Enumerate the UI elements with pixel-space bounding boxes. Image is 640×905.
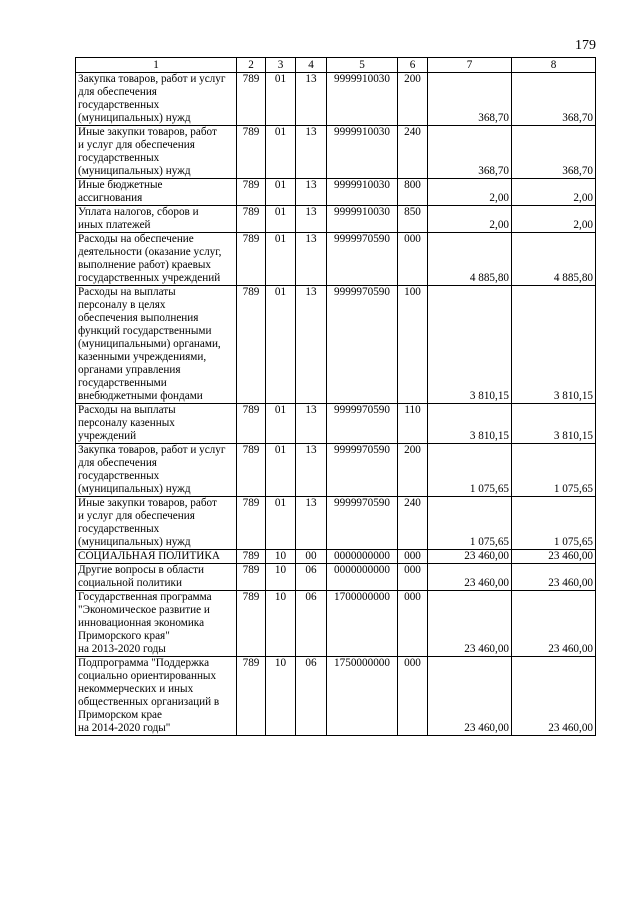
column-header: 1 xyxy=(76,58,237,73)
column-header: 4 xyxy=(296,58,327,73)
amount-cell: 1 075,65 xyxy=(428,444,512,497)
amount-cell: 1 075,65 xyxy=(512,444,596,497)
code-cell: 789 xyxy=(237,126,266,179)
code-cell: 789 xyxy=(237,564,266,591)
amount-cell: 23 460,00 xyxy=(428,591,512,657)
amount-cell: 1 075,65 xyxy=(512,497,596,550)
code-cell: 000 xyxy=(398,591,428,657)
code-cell: 01 xyxy=(266,497,296,550)
code-cell: 000 xyxy=(398,657,428,736)
code-cell: 200 xyxy=(398,444,428,497)
table-row xyxy=(76,286,596,404)
code-cell: 789 xyxy=(237,404,266,444)
column-header: 5 xyxy=(327,58,398,73)
code-cell: 06 xyxy=(296,591,327,657)
code-cell: 789 xyxy=(237,444,266,497)
table-row xyxy=(76,550,596,564)
row-name-cell: Другие вопросы в области социальной политики xyxy=(76,564,237,591)
table-row xyxy=(76,73,596,126)
code-cell: 13 xyxy=(296,206,327,233)
code-cell: 000 xyxy=(398,233,428,286)
column-header: 3 xyxy=(266,58,296,73)
code-cell: 01 xyxy=(266,206,296,233)
row-name-cell: Расходы на выплаты персоналу в целях обеспечения выполнения функций государственными (муниципальными) органами, казенными учреждениями, органами управления государственными внебюджетными фондами xyxy=(76,286,237,404)
code-cell: 01 xyxy=(266,126,296,179)
amount-cell: 4 885,80 xyxy=(512,233,596,286)
amount-cell: 23 460,00 xyxy=(512,591,596,657)
table-row xyxy=(76,591,596,657)
code-cell: 240 xyxy=(398,126,428,179)
table-row xyxy=(76,126,596,179)
code-cell: 01 xyxy=(266,73,296,126)
code-cell: 000 xyxy=(398,564,428,591)
code-cell: 789 xyxy=(237,233,266,286)
code-cell: 10 xyxy=(266,550,296,564)
code-cell: 13 xyxy=(296,179,327,206)
code-cell: 06 xyxy=(296,564,327,591)
code-cell: 850 xyxy=(398,206,428,233)
row-name-cell: Государственная программа "Экономическое развитие и инновационная экономика Приморского края" на 2013-2020 годы xyxy=(76,591,237,657)
code-cell: 1700000000 xyxy=(327,591,398,657)
amount-cell: 3 810,15 xyxy=(512,404,596,444)
code-cell: 00 xyxy=(296,550,327,564)
budget-table xyxy=(75,57,596,736)
column-header: 6 xyxy=(398,58,428,73)
code-cell: 800 xyxy=(398,179,428,206)
code-cell: 9999910030 xyxy=(327,179,398,206)
code-cell: 13 xyxy=(296,73,327,126)
row-name-cell: Расходы на выплаты персоналу казенных учреждений xyxy=(76,404,237,444)
code-cell: 9999910030 xyxy=(327,206,398,233)
code-cell: 9999970590 xyxy=(327,233,398,286)
row-name-cell: Уплата налогов, сборов и иных платежей xyxy=(76,206,237,233)
row-name-cell: Закупка товаров, работ и услуг для обеспечения государственных (муниципальных) нужд xyxy=(76,444,237,497)
table-header-row xyxy=(76,58,596,73)
column-header: 7 xyxy=(428,58,512,73)
amount-cell: 368,70 xyxy=(428,126,512,179)
code-cell: 01 xyxy=(266,233,296,286)
code-cell: 789 xyxy=(237,657,266,736)
table-row xyxy=(76,497,596,550)
code-cell: 10 xyxy=(266,564,296,591)
code-cell: 240 xyxy=(398,497,428,550)
amount-cell: 368,70 xyxy=(512,73,596,126)
table-row xyxy=(76,404,596,444)
amount-cell: 23 460,00 xyxy=(512,657,596,736)
row-name-cell: Закупка товаров, работ и услуг для обеспечения государственных (муниципальных) нужд xyxy=(76,73,237,126)
code-cell: 9999970590 xyxy=(327,404,398,444)
amount-cell: 2,00 xyxy=(512,179,596,206)
code-cell: 0000000000 xyxy=(327,564,398,591)
code-cell: 9999970590 xyxy=(327,444,398,497)
code-cell: 789 xyxy=(237,179,266,206)
code-cell: 9999970590 xyxy=(327,286,398,404)
code-cell: 789 xyxy=(237,73,266,126)
amount-cell: 368,70 xyxy=(512,126,596,179)
table-row xyxy=(76,564,596,591)
code-cell: 06 xyxy=(296,657,327,736)
row-name-cell: Иные закупки товаров, работ и услуг для обеспечения государственных (муниципальных) нужд xyxy=(76,126,237,179)
amount-cell: 23 460,00 xyxy=(428,657,512,736)
code-cell: 0000000000 xyxy=(327,550,398,564)
amount-cell: 4 885,80 xyxy=(428,233,512,286)
code-cell: 10 xyxy=(266,657,296,736)
amount-cell: 3 810,15 xyxy=(428,404,512,444)
row-name-cell: СОЦИАЛЬНАЯ ПОЛИТИКА xyxy=(76,550,237,564)
code-cell: 789 xyxy=(237,206,266,233)
code-cell: 200 xyxy=(398,73,428,126)
code-cell: 01 xyxy=(266,404,296,444)
code-cell: 9999970590 xyxy=(327,497,398,550)
code-cell: 789 xyxy=(237,286,266,404)
amount-cell: 23 460,00 xyxy=(512,550,596,564)
table-row xyxy=(76,233,596,286)
page-number: 179 xyxy=(575,38,596,53)
code-cell: 01 xyxy=(266,286,296,404)
code-cell: 13 xyxy=(296,126,327,179)
amount-cell: 368,70 xyxy=(428,73,512,126)
code-cell: 9999910030 xyxy=(327,73,398,126)
amount-cell: 23 460,00 xyxy=(512,564,596,591)
code-cell: 13 xyxy=(296,404,327,444)
table-row xyxy=(76,657,596,736)
code-cell: 110 xyxy=(398,404,428,444)
code-cell: 789 xyxy=(237,591,266,657)
code-cell: 10 xyxy=(266,591,296,657)
table-row xyxy=(76,206,596,233)
table-row xyxy=(76,179,596,206)
code-cell: 01 xyxy=(266,179,296,206)
table-row xyxy=(76,444,596,497)
column-header: 8 xyxy=(512,58,596,73)
code-cell: 13 xyxy=(296,286,327,404)
amount-cell: 1 075,65 xyxy=(428,497,512,550)
amount-cell: 2,00 xyxy=(428,179,512,206)
column-header: 2 xyxy=(237,58,266,73)
code-cell: 13 xyxy=(296,444,327,497)
code-cell: 100 xyxy=(398,286,428,404)
amount-cell: 2,00 xyxy=(428,206,512,233)
code-cell: 789 xyxy=(237,497,266,550)
amount-cell: 2,00 xyxy=(512,206,596,233)
row-name-cell: Подпрограмма "Поддержка социально ориентированных некоммерческих и иных общественных организаций в Приморском крае на 2014-2020 годы" xyxy=(76,657,237,736)
code-cell: 13 xyxy=(296,497,327,550)
amount-cell: 3 810,15 xyxy=(512,286,596,404)
code-cell: 1750000000 xyxy=(327,657,398,736)
code-cell: 789 xyxy=(237,550,266,564)
code-cell: 01 xyxy=(266,444,296,497)
code-cell: 9999910030 xyxy=(327,126,398,179)
row-name-cell: Расходы на обеспечение деятельности (оказание услуг, выполнение работ) краевых государственных учреждений xyxy=(76,233,237,286)
amount-cell: 3 810,15 xyxy=(428,286,512,404)
code-cell: 13 xyxy=(296,233,327,286)
row-name-cell: Иные бюджетные ассигнования xyxy=(76,179,237,206)
amount-cell: 23 460,00 xyxy=(428,564,512,591)
amount-cell: 23 460,00 xyxy=(428,550,512,564)
row-name-cell: Иные закупки товаров, работ и услуг для обеспечения государственных (муниципальных) нужд xyxy=(76,497,237,550)
code-cell: 000 xyxy=(398,550,428,564)
